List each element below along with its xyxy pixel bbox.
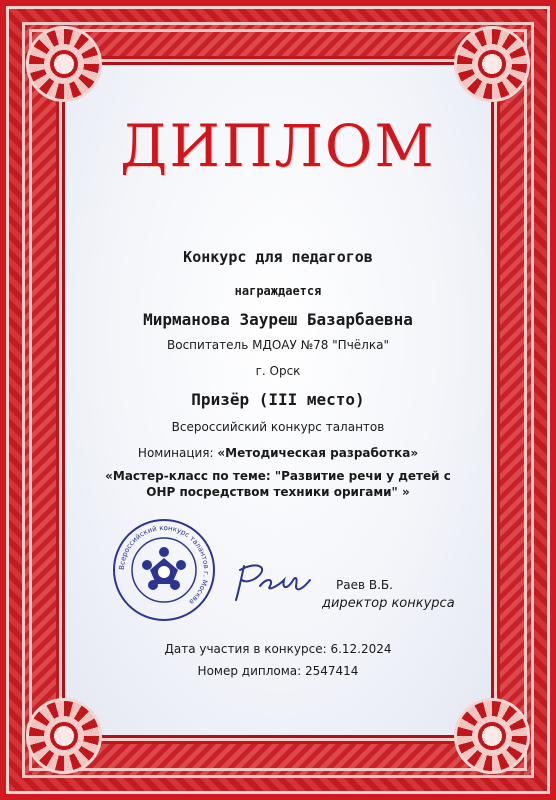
contest-seal-icon: [112, 518, 216, 622]
nomination-value: «Методическая разработка»: [217, 446, 419, 460]
event-name: Всероссийский конкурс талантов: [171, 420, 385, 434]
work-title: «Мастер-класс по теме: "Развитие речи у детей с ОНР посредством техники оригами" »: [105, 469, 451, 499]
signer-role: директор конкурса: [322, 596, 455, 611]
nomination-label: Номинация:: [137, 446, 214, 460]
recipient-name: Мирманова Зауреш Базарбаевна: [143, 310, 413, 329]
seal-text: Всероссийский конкурс талантов г. Москва: [117, 523, 211, 607]
contest-name: Конкурс для педагогов: [183, 248, 373, 266]
recipient-city: г. Орск: [255, 364, 301, 378]
diploma-title: ДИПЛОМ: [120, 112, 436, 180]
recipient-position: Воспитатель МДОАУ №78 "Пчёлка": [167, 338, 389, 352]
participation-date: Дата участия в конкурсе: 6.12.2024: [164, 642, 392, 656]
nomination: [80, 446, 476, 460]
awarded-label: награждается: [234, 284, 322, 298]
director-signature-icon: [230, 556, 316, 606]
award-place: Призёр (III место): [191, 390, 365, 409]
signer-name: Раев В.Б.: [336, 578, 393, 592]
diploma-number: Номер диплома: 2547414: [197, 664, 359, 678]
